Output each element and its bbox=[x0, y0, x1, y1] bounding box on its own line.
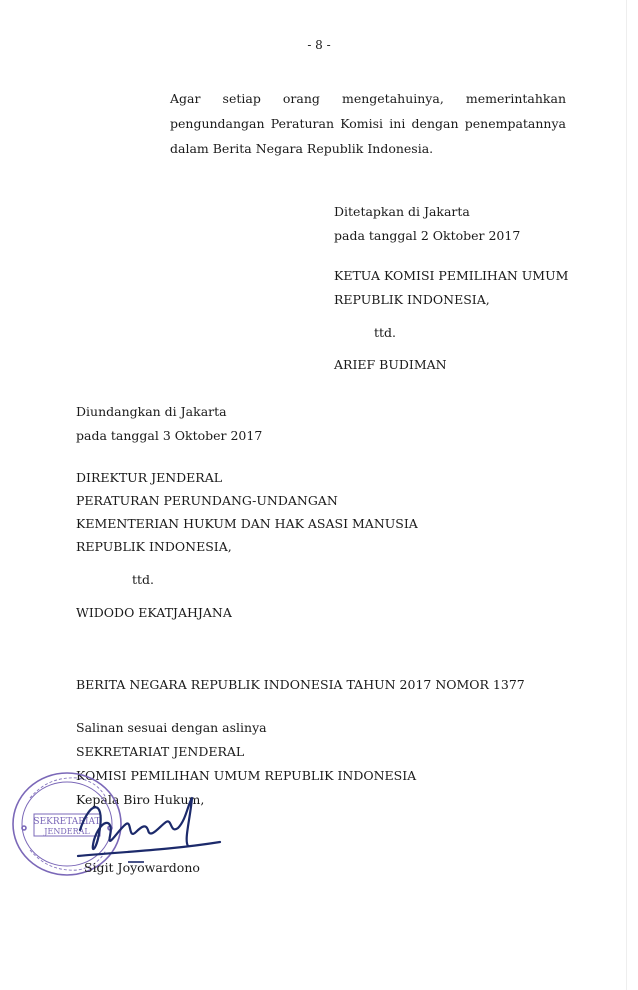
ketua-place: Ditetapkan di Jakarta bbox=[334, 204, 470, 219]
diundangkan-place: Diundangkan di Jakarta bbox=[76, 404, 227, 419]
salinan-line: SEKRETARIAT JENDERAL bbox=[76, 744, 245, 759]
ketua-title: KETUA KOMISI PEMILIHAN UMUM bbox=[334, 268, 569, 283]
handwritten-signature bbox=[70, 790, 230, 870]
paragraph-line: dalam Berita Negara Republik Indonesia. bbox=[170, 141, 434, 156]
diundangkan-date: pada tanggal 3 Oktober 2017 bbox=[76, 428, 263, 443]
dirjen-name: WIDODO EKATJAHJANA bbox=[76, 605, 232, 620]
closing-paragraph bbox=[170, 86, 566, 161]
dirjen-title: KEMENTERIAN HUKUM DAN HAK ASASI MANUSIA bbox=[76, 516, 418, 531]
dirjen-title: PERATURAN PERUNDANG-UNDANGAN bbox=[76, 493, 338, 508]
dirjen-block bbox=[76, 466, 418, 558]
ketua-date: pada tanggal 2 Oktober 2017 bbox=[334, 228, 521, 243]
berita-negara-line: BERITA NEGARA REPUBLIK INDONESIA TAHUN 2017 NOMOR 1377 bbox=[76, 677, 525, 692]
salinan-line: KOMISI PEMILIHAN UMUM REPUBLIK INDONESIA bbox=[76, 768, 417, 783]
ketua-title: REPUBLIK INDONESIA, bbox=[334, 292, 490, 307]
paragraph-line: pengundangan Peraturan Komisi ini dengan penempatannya bbox=[170, 116, 566, 131]
dirjen-title: DIREKTUR JENDERAL bbox=[76, 470, 223, 485]
ketua-ttd: ttd. bbox=[374, 325, 397, 340]
diundangkan-block bbox=[76, 400, 262, 448]
salinan-line: Salinan sesuai dengan aslinya bbox=[76, 720, 267, 735]
dirjen-ttd: ttd. bbox=[132, 572, 155, 587]
stamp-text: JENDERAL bbox=[44, 827, 90, 836]
page-number: - 8 - bbox=[307, 38, 331, 52]
ketua-name: ARIEF BUDIMAN bbox=[334, 357, 447, 372]
kepala-biro-name: Sigit Joyowardono bbox=[84, 860, 200, 875]
dirjen-title: REPUBLIK INDONESIA, bbox=[76, 539, 232, 554]
paragraph-line: Agar setiap orang mengetahuinya, memerintahkan bbox=[170, 91, 566, 106]
ketua-signature-block bbox=[334, 200, 568, 312]
salinan-line: Kepala Biro Hukum, bbox=[76, 792, 205, 807]
page-edge bbox=[626, 0, 627, 990]
stamp-text: SEKRETARIAT bbox=[33, 817, 101, 827]
